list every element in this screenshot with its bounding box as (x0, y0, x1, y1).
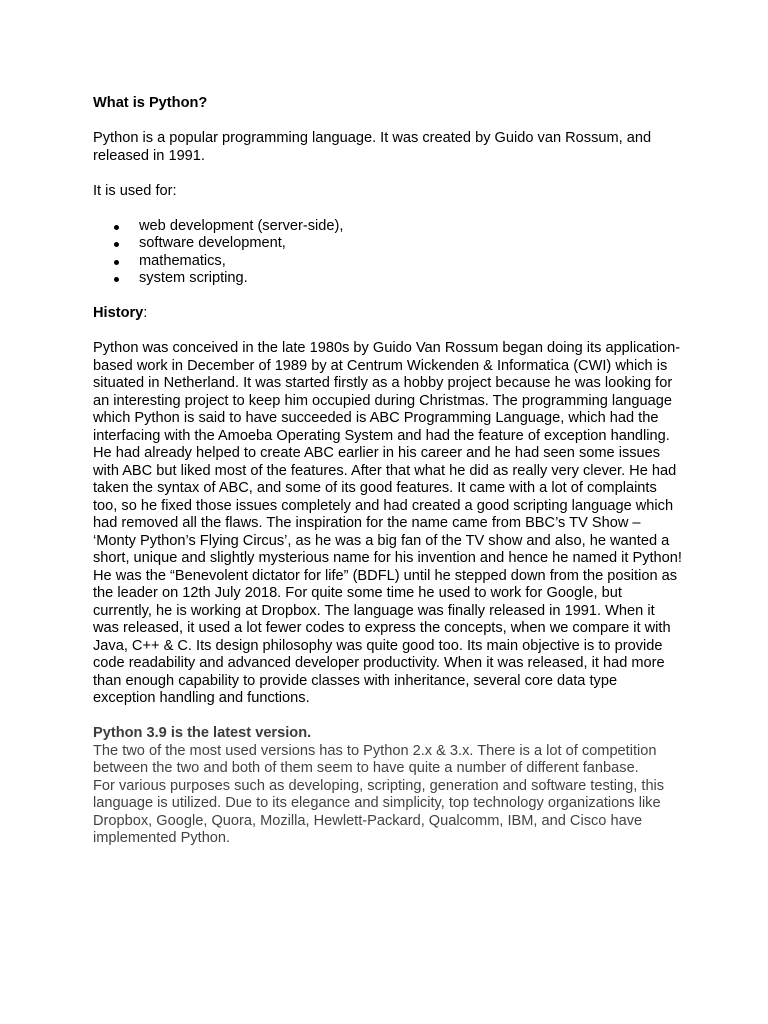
spacer (93, 323, 683, 341)
history-heading (93, 305, 683, 323)
list-item (139, 218, 683, 236)
spacer (93, 288, 683, 306)
spacer (93, 165, 683, 183)
list-item (139, 235, 683, 253)
list-item-text: mathematics, (139, 252, 226, 269)
latest-version-heading: Python 3.9 is the latest version. (93, 725, 312, 741)
list-item-text: system scripting. (139, 270, 248, 286)
list-item (139, 270, 683, 288)
used-for-label: It is used for: (93, 182, 177, 199)
list-item (139, 253, 683, 271)
spacer (93, 708, 683, 726)
spacer (93, 200, 683, 218)
used-for-list (93, 218, 683, 288)
latest-version-paragraph-1: The two of the most used versions has to Python 2.x & 3.x. There is a lot of competition between the two and both of them seem to have quite a number of different fanbase. (93, 742, 657, 776)
page-title: What is Python? (93, 95, 208, 111)
history-heading-colon: : (143, 305, 148, 321)
intro-paragraph: Python is a popular programming language. It was created by Guido van Rossum, and released in 1991. (93, 130, 652, 164)
latest-version-section (93, 725, 683, 848)
document-page (93, 95, 683, 848)
bullet-icon (114, 260, 119, 265)
list-item-text: web development (server-side), (139, 217, 344, 234)
spacer (93, 113, 683, 131)
history-paragraph: Python was conceived in the late 1980s by Guido Van Rossum began doing its application-based work in December of 1989 by at Centrum Wickenden & Informatica (CWI) which is situated in Netherland. It was started firstly as a hobby project because he was looking for an interesting project to keep him occupied during Christmas. The programming language which Python is said to have succeeded is ABC Programming Language, which had the interfacing with the Amoeba Operating System and had the feature of exception handling. He had already helped to create ABC earlier in his career and he had seen some issues with ABC but liked most of the features. After that what he did as really very clever. He had taken the syntax of ABC, and some of its good features. It came with a lot of complaints too, so he fixed those issues completely and had created a good scripting language which had removed all the flaws. The inspiration for the name came from BBC’s TV Show – ‘Monty Python’s Flying Circus’, as he was a big fan of the TV show and also, he wanted a short, unique and slightly mysterious name for his invention and hence he named it Python! He was the “Benevolent dictator for life” (BDFL) until he stepped down from the position as the leader on 12th July 2018. For quite some time he used to work for Google, but currently, he is working at Dropbox. The language was finally released in 1991. When it was released, it used a lot fewer codes to express the concepts, when we compare it with Java, C++ & C. Its design philosophy was quite good too. Its main objective is to provide code readability and advanced developer productivity. When it was released, it had more than enough capability to provide classes with inheritance, several core data type exception handling and functions. (93, 340, 682, 706)
list-item-text: software development, (139, 235, 286, 251)
bullet-icon (114, 225, 119, 230)
latest-version-paragraph-2: For various purposes such as developing, scripting, generation and software testing, this language is utilized. Due to its elegance and simplicity, top technology organizations like Dropbox, Google, Quora, Mozilla, Hewlett-Packard, Qualcomm, IBM, and Cisco have implemented Python. (93, 777, 665, 846)
history-heading-text: History (93, 305, 144, 321)
bullet-icon (114, 242, 119, 247)
bullet-icon (114, 277, 119, 282)
